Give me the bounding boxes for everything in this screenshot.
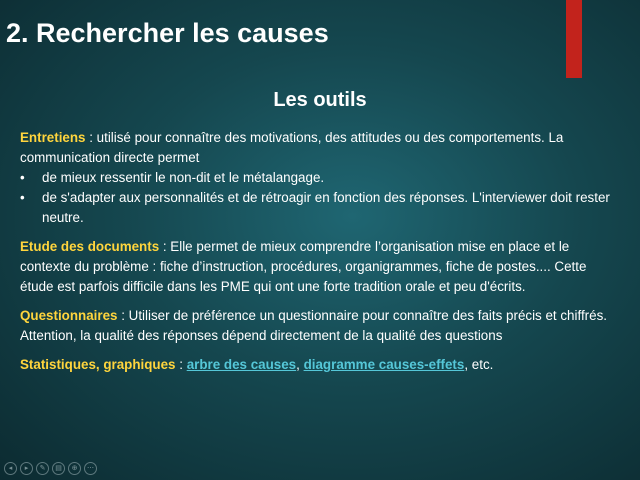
pen-icon[interactable]: ✎ [36, 462, 49, 475]
comma-text: , [296, 357, 304, 372]
entretiens-keyword: Entretiens [20, 130, 86, 145]
slide-content [20, 128, 620, 384]
entretiens-text: : utilisé pour connaître des motivations, des attitudes ou des comportements. La communication directe permet [20, 130, 564, 165]
statistiques-tail: , etc. [464, 357, 494, 372]
diagramme-causes-effets-link[interactable]: diagramme causes-effets [303, 357, 465, 372]
statistiques-keyword: Statistiques, graphiques [20, 357, 176, 372]
questionnaires-paragraph [20, 306, 620, 346]
statistiques-sep: : [175, 357, 187, 372]
etude-text: : Elle permet de mieux comprendre l’organisation mise en place et le contexte du problème : fiche d’instruction, procédures, organigrammes, fiche de postes.... Cette étude est parfois difficile dans les PME qui ont une forte tradition orale et peu d'écrits. [20, 239, 587, 294]
slides-icon[interactable]: ▤ [52, 462, 65, 475]
statistiques-paragraph [20, 355, 620, 375]
bullet-marker: • [20, 170, 25, 185]
entretiens-paragraph [20, 128, 620, 228]
zoom-icon[interactable]: ⊕ [68, 462, 81, 475]
list-item [20, 188, 620, 228]
bullet-marker: • [20, 190, 25, 205]
prev-icon[interactable]: ◂ [4, 462, 17, 475]
questionnaires-keyword: Questionnaires [20, 308, 118, 323]
bullet-text: de mieux ressentir le non-dit et le métalangage. [42, 170, 325, 185]
arbre-des-causes-link[interactable]: arbre des causes [186, 357, 297, 372]
slideshow-nav-bar [4, 462, 97, 476]
more-icon[interactable]: ⋯ [84, 462, 97, 475]
questionnaires-text: : Utiliser de préférence un questionnaire pour connaître des faits précis et chiffrés. Attention, la qualité des réponses dépend directement de la qualité des questions [20, 308, 608, 343]
slide-title: 2. Rechercher les causes [6, 18, 329, 48]
etude-keyword: Etude des documents [20, 239, 160, 254]
red-accent-bar [566, 0, 582, 78]
list-item [20, 168, 620, 188]
next-icon[interactable]: ▸ [20, 462, 33, 475]
bullet-text: de s'adapter aux personnalités et de rétroagir en fonction des réponses. L'interviewer doit rester neutre. [42, 190, 610, 225]
slide-subtitle: Les outils [273, 89, 367, 111]
etude-paragraph [20, 237, 620, 297]
